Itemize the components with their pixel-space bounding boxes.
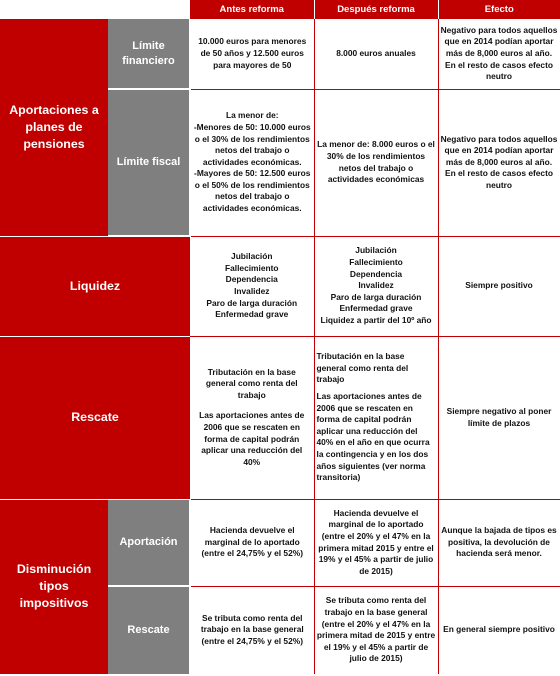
subcategory-limite-financiero: Límite financiero	[108, 19, 190, 89]
category-rescate: Rescate	[0, 336, 190, 499]
text-line: Fallecimiento	[349, 257, 403, 268]
cell-efecto: Aunque la bajada de tipos es positiva, la devolución de hacienda será menor.	[438, 499, 560, 586]
category-disminucion: Disminución tipos impositivos	[0, 499, 108, 674]
cell-despues: Hacienda devuelve el marginal de lo aportado (entre el 20% y el 47% en la primera mitad 2015 y entre el 19% y el 45% a partir de julio de 2015)	[314, 499, 438, 586]
row-limite-financiero	[0, 19, 560, 89]
text-line: Jubilación	[231, 251, 273, 262]
cell-antes: 10.000 euros para menores de 50 años y 12.500 euros para mayores de 50	[190, 19, 314, 89]
cell-despues: La menor de: 8.000 euros o el 30% de los rendimientos netos del trabajo o actividades económicas	[314, 89, 438, 236]
cell-antes: Se tributa como renta del trabajo en la base general (entre el 24,75% y el 52%)	[190, 586, 314, 674]
text-line: Invalidez	[234, 286, 270, 296]
text-line: Paro de larga duración	[330, 291, 422, 302]
row-rescate	[0, 336, 560, 499]
cell-efecto: Negativo para todos aquellos que en 2014 podían aportar más de 8,000 euros al año. En el resto de casos efecto neutro	[438, 19, 560, 89]
text-line: La menor de:	[225, 110, 279, 121]
text-line: Las aportaciones antes de 2006 que se rescaten en forma de capital podrán aplicar una reducción del 40%	[199, 410, 305, 467]
text-line: Liquidez a partir del 10º año	[320, 314, 432, 325]
cell-efecto: En general siempre positivo	[438, 586, 560, 674]
cell-efecto: Siempre negativo al poner límite de plazos	[438, 336, 560, 499]
cell-antes: Hacienda devuelve el marginal de lo aportado (entre el 24,75% y el 52%)	[190, 499, 314, 586]
header-blank	[0, 0, 190, 19]
cell-despues: 8.000 euros anuales	[314, 19, 438, 89]
cell-despues	[314, 236, 438, 336]
subcategory-aportacion: Aportación	[108, 499, 190, 586]
cell-despues: Se tributa como renta del trabajo en la base general (entre el 20% y el 47% en la primera mitad de 2015 y entre el 19% y el 45% a partir de julio de 2015)	[314, 586, 438, 674]
cell-antes	[190, 89, 314, 236]
row-liquidez	[0, 236, 560, 336]
category-liquidez: Liquidez	[0, 236, 190, 336]
text-line: -Mayores de 50: 12.500 euros o el 50% de los rendimientos netos del trabajo o actividades económicas.	[194, 168, 311, 214]
text-line: Enfermedad grave	[339, 303, 413, 314]
text-line: Jubilación	[355, 245, 397, 256]
cell-antes	[190, 236, 314, 336]
row-aportacion	[0, 499, 560, 586]
text-line: Dependencia	[349, 268, 403, 279]
header-row	[0, 0, 560, 19]
text-line: Dependencia	[225, 274, 278, 285]
cell-efecto: Negativo para todos aquellos que en 2014 podían aportar más de 8,000 euros al año. En el resto de casos efecto neutro	[438, 89, 560, 236]
subcategory-rescate: Rescate	[108, 586, 190, 674]
cell-antes	[190, 336, 314, 499]
subcategory-limite-fiscal: Límite fiscal	[108, 89, 190, 236]
text-line: Invalidez	[358, 280, 394, 291]
text-line: Tributación en la base general como renta del trabajo	[205, 366, 298, 400]
text-line: Tributación en la base general como renta del trabajo	[316, 351, 409, 385]
category-aportaciones: Aportaciones a planes de pensiones	[0, 19, 108, 236]
header-antes: Antes reforma	[190, 0, 314, 19]
cell-efecto: Siempre positivo	[438, 236, 560, 336]
text-line: Fallecimiento	[224, 262, 279, 273]
header-despues: Después reforma	[314, 0, 438, 19]
cell-despues	[314, 336, 438, 499]
text-line: Paro de larga duración	[206, 297, 298, 308]
text-line: Las aportaciones antes de 2006 que se rescaten en forma de capital podrán aplicar una reducción del 40% en el año en que ocurra la contingencia y en los dos años siguientes (ver norma transitoria)	[316, 391, 430, 483]
header-efecto: Efecto	[438, 0, 560, 19]
text-line: Enfermedad grave	[215, 309, 289, 320]
text-line: -Menores de 50: 10.000 euros o el 30% de los rendimientos netos del trabajo o actividades económicas.	[193, 121, 311, 167]
